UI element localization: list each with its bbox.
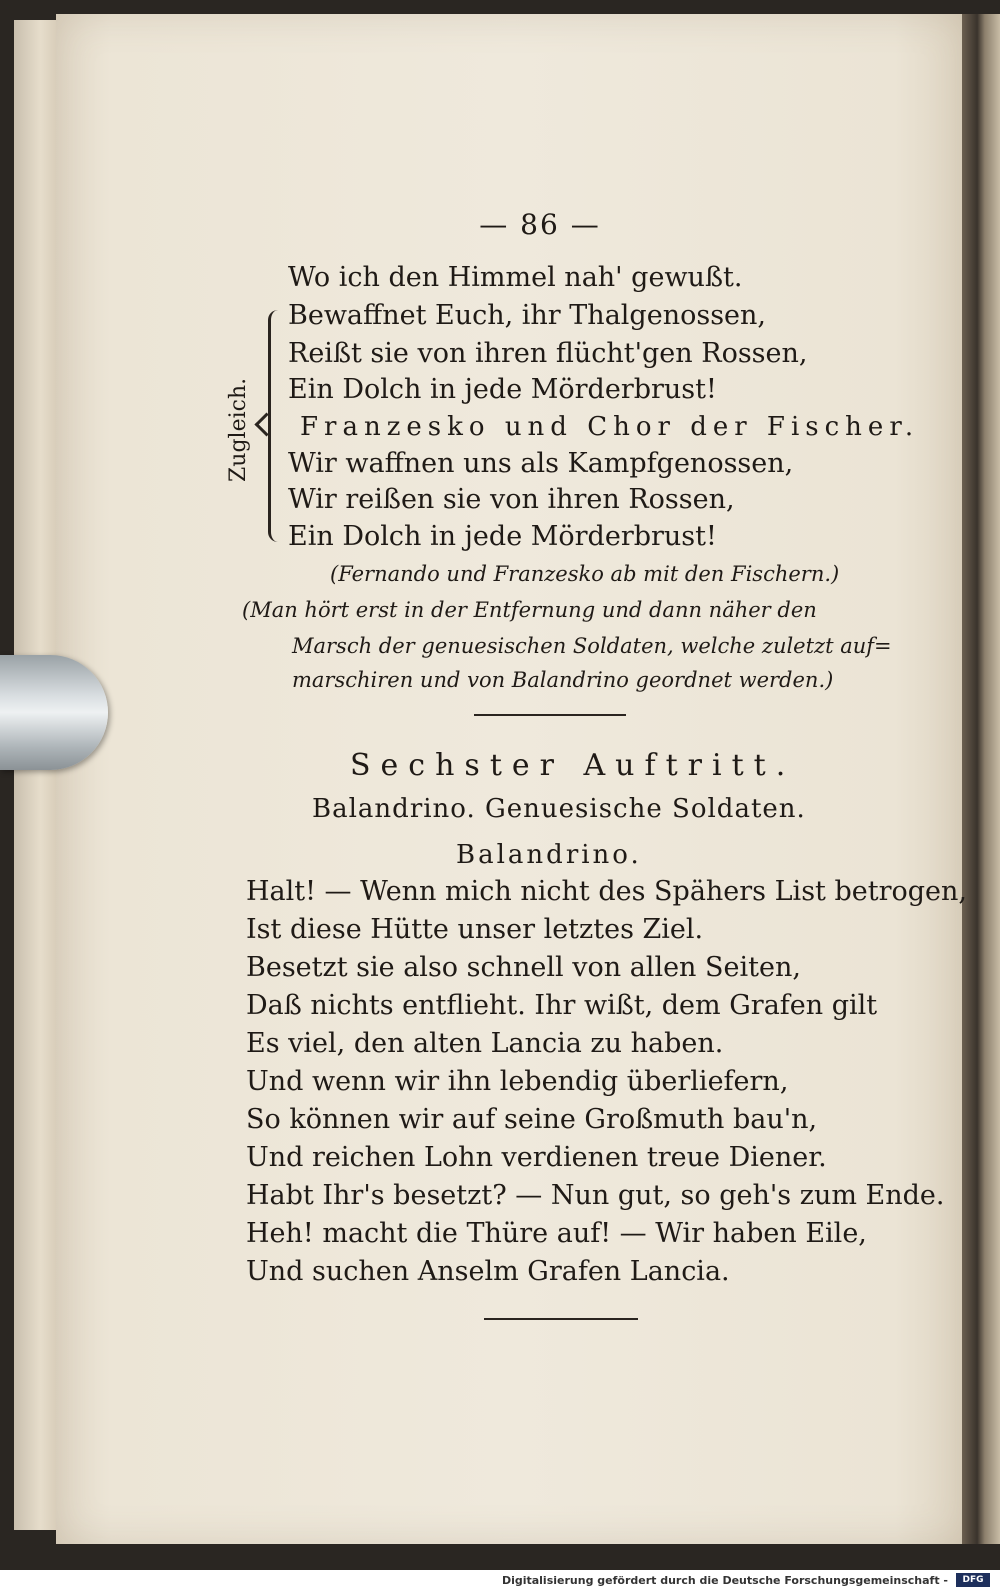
- speech-line: Und wenn wir ihn lebendig überliefern,: [246, 1066, 789, 1097]
- cast-line: Balandrino. Genuesische Soldaten.: [312, 794, 806, 824]
- divider-rule: [484, 1318, 638, 1320]
- stage-direction: (Man hört erst in der Entfernung und dann näher den: [242, 598, 817, 622]
- stage-direction: (Fernando und Franzesko ab mit den Fischern.): [330, 562, 840, 586]
- speech-line: Und reichen Lohn verdienen treue Diener.: [246, 1142, 827, 1173]
- speech-line: So können wir auf seine Großmuth bau'n,: [246, 1104, 818, 1135]
- verse-line: Wir waffnen uns als Kampfgenossen,: [288, 448, 794, 479]
- speech-line: Ist diese Hütte unser letztes Ziel.: [246, 914, 704, 945]
- speech-line: Daß nichts entflieht. Ihr wißt, dem Grafen gilt: [246, 990, 878, 1021]
- speech-line: Habt Ihr's besetzt? — Nun gut, so geh's zum Ende.: [246, 1180, 945, 1211]
- verse-line: Ein Dolch in jede Mörderbrust!: [288, 521, 717, 552]
- footer-credit: Digitalisierung gefördert durch die Deutsche Forschungsgemeinschaft -: [501, 1574, 948, 1587]
- chorus-heading: Franzesko und Chor der Fischer.: [300, 412, 920, 442]
- divider-rule: [474, 714, 626, 716]
- verse-line: Reißt sie von ihren flücht'gen Rossen,: [288, 338, 808, 369]
- verse-line: Ein Dolch in jede Mörderbrust!: [288, 374, 717, 405]
- speech-line: Heh! macht die Thüre auf! — Wir haben Eile,: [246, 1218, 867, 1249]
- dfg-logo-icon: DFG: [956, 1573, 990, 1587]
- stage-direction: Marsch der genuesischen Soldaten, welche zuletzt auf=: [292, 634, 892, 658]
- verse-line: Bewaffnet Euch, ihr Thalgenossen,: [288, 300, 766, 331]
- stage-direction: marschiren und von Balandrino geordnet werden.): [292, 668, 834, 692]
- page-number: — 86 —: [479, 208, 601, 241]
- speech-line: Besetzt sie also schnell von allen Seiten,: [246, 952, 801, 983]
- verse-line: Wir reißen sie von ihren Rossen,: [288, 484, 735, 515]
- speech-line: Halt! — Wenn mich nicht des Spähers List betrogen,: [246, 876, 967, 907]
- verse-line: Wo ich den Himmel nah' gewußt.: [288, 262, 743, 293]
- speech-line: Es viel, den alten Lancia zu haben.: [246, 1028, 724, 1059]
- speech-line: Und suchen Anselm Grafen Lancia.: [246, 1256, 730, 1287]
- speaker-name: Balandrino.: [456, 840, 642, 870]
- scene-title: Sechster Auftritt.: [350, 748, 796, 783]
- side-note-zugleich: Zugleich.: [226, 377, 251, 482]
